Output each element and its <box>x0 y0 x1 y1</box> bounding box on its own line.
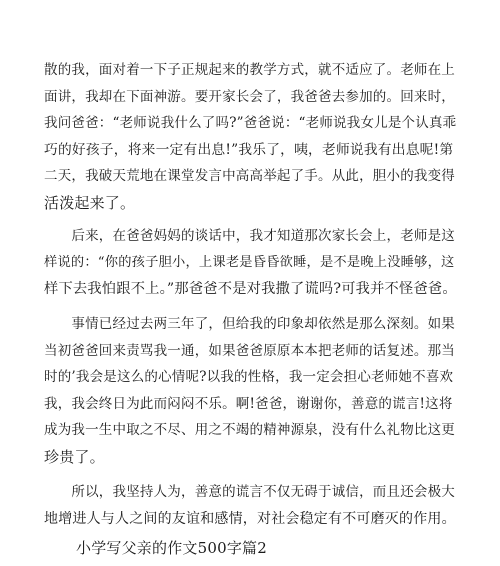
paragraph-2 <box>44 223 458 303</box>
paragraph-line: 散的我，面对着一下子正规起来的教学方式，就不适应了。老师在上 <box>44 62 455 78</box>
paragraph-line: 面讲，我却在下面神游。要开家长会了，我爸爸去参加的。回来时， <box>44 88 455 105</box>
paragraph-4 <box>44 479 458 532</box>
paragraph-1 <box>44 57 458 216</box>
paragraph-line: 我，我会终日为此而闷闷不乐。啊!爸爸，谢谢你，善意的谎言!这将 <box>44 395 453 412</box>
paragraph-line: 事情已经过去两三年了，但给我的印象却依然是那么深刻。如果 <box>44 316 455 332</box>
paragraph-line: 巧的好孩子，将来一定有出息!”我乐了，咦，老师说我有出息呢!第 <box>44 141 454 158</box>
paragraph-line: 地增进人与人之间的友谊和感情，对社会稳定有不可磨灭的作用。 <box>44 510 456 527</box>
paragraph-line: 时的’我会是这么的心情呢?以我的性格，我一定会担心老师她不喜欢 <box>44 369 454 385</box>
paragraph-line: 样说的：“你的孩子胆小，上课老是昏昏欲睡，是不是晚上没睡够，这 <box>44 254 455 270</box>
paragraph-line: 珍贵了。 <box>44 447 105 466</box>
paragraph-line: 二天，我破天荒地在课堂发言中高高举起了手。从此，胆小的我变得 <box>44 168 455 184</box>
paragraph-line: 活泼起来了。 <box>44 193 136 212</box>
paragraph-line: 我问爸爸：“老师说我什么了吗?”爸爸说：“老师说我女儿是个认真乖 <box>44 115 457 131</box>
paragraph-line: 当初爸爸回来责骂我一通，如果爸爸原原本本把老师的话复述。那当 <box>44 342 455 359</box>
paragraph-line: 样下去我怕跟不上。”那爸爸不是对我撒了谎吗?可我并不怪爸爸。 <box>44 281 457 297</box>
paragraph-line: 成为我一生中取之不尽、用之不竭的精神源泉，没有什么礼物比这更 <box>44 422 455 438</box>
paragraph-line: 所以，我坚持人为，善意的谎言不仅无碍于诚信，而且还会极大 <box>44 484 455 500</box>
paragraph-line: 后来，在爸爸妈妈的谈话中，我才知道那次家长会上，老师是这 <box>44 228 455 244</box>
paragraph-3 <box>44 311 458 470</box>
next-section-heading: 小学写父亲的作文500字篇2 <box>76 539 267 557</box>
